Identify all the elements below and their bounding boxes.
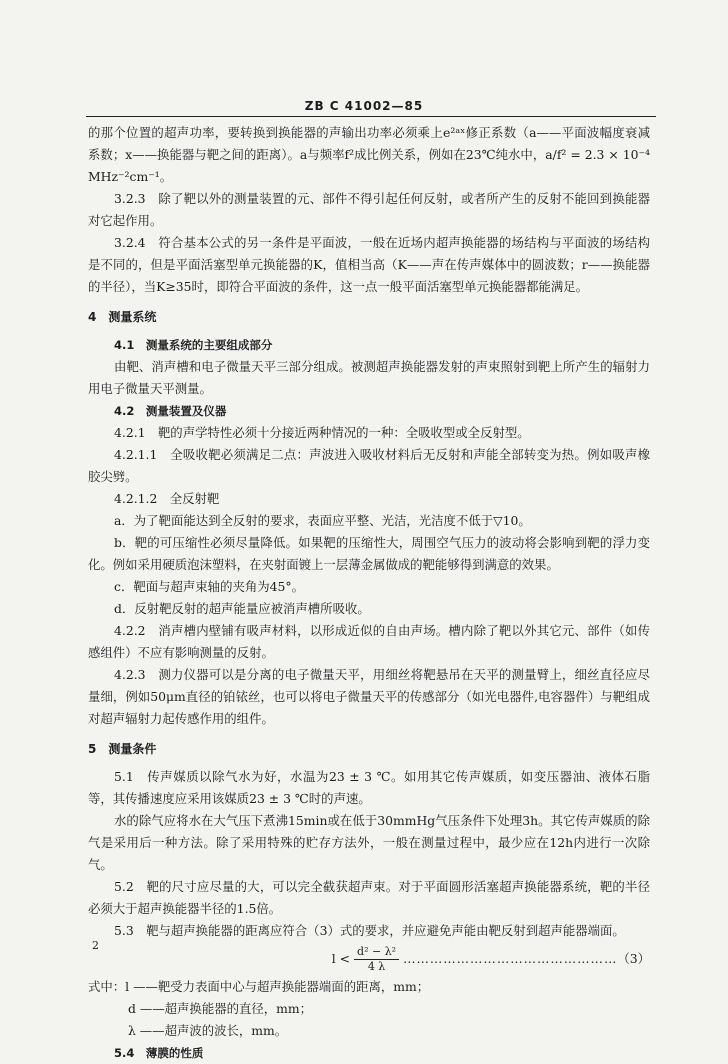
section-5-heading: 5 测量条件 — [88, 742, 157, 756]
clause-5-1-degassing: 水的除气应将水在大气压下煮沸15min或在低于30mmHg气压条件下处理3h。其它传声媒质的除气是采用后一种方法。除了采用特殊的贮存方法外，一般在测量过程中，最少应在12h内进行一次除气。 — [88, 813, 650, 872]
clause-4-2-1-1: 4.2.1.1 全吸收靶必须满足二点：声波进入吸收材料后无反射和声能全部转变为热。例如吸声橡胶尖劈。 — [88, 447, 650, 484]
formula-leader-dots: ………………………………………… — [403, 951, 618, 966]
page-number: 2 — [92, 939, 99, 952]
where-d: d ——超声换能器的直径，mm； — [128, 1001, 313, 1016]
where-l: 式中：l ——靶受力表面中心与超声换能器端面的距离，mm； — [88, 979, 430, 994]
clause-3-2-3: 3.2.3 除了靶以外的测量装置的元、部件不得引起任何反射，或者所产生的反射不能回到换能器对它起作用。 — [88, 191, 650, 228]
clause-5-3: 5.3 靶与超声换能器的距离应符合（3）式的要求，并应避免声能由靶反射到超声能器端面。 — [114, 923, 625, 938]
clause-5-2: 5.2 靶的尺寸应尽量的大，可以完全截获超声束。对于平面圆形活塞超声换能器系统，靶的半径必须大于超声换能器半径的1.5倍。 — [88, 879, 650, 916]
clause-3-2-4: 3.2.4 符合基本公式的另一条件是平面波，一般在近场内超声换能器的场结构与平面波的场结构是不同的，但是平面活塞型单元换能器的K，值相当高（K——声在传声媒体中的圆波数；r——换能器的半径），当K≥35时，即符合平面波的条件，这一点一般平面活塞型单元换能器都能满足。 — [88, 235, 650, 294]
clause-4-2-3: 4.2.3 测力仪器可以是分离的电子微量天平，用细丝将靶悬吊在天平的测量臂上，细丝直径应尽量细，例如50μm直径的铂铱丝，也可以将电子微量天平的传感部分（如光电器件,电容器件）与靶组成对超声辐射力起传感作用的组件。 — [88, 667, 650, 726]
clause-4-2-2: 4.2.2 消声槽内壁铺有吸声材料，以形成近似的自由声场。槽内除了靶以外其它元、部件（如传感组件）不应有影响测量的反射。 — [88, 623, 650, 660]
formula-3 — [88, 942, 650, 976]
list-item-c: c．靶面与超声束轴的夹角为45°。 — [114, 579, 304, 594]
clause-4-2-1: 4.2.1 靶的声学特性必须十分接近两种情况的一种：全吸收型或全反射型。 — [114, 425, 530, 440]
formula-label: （3） — [617, 951, 650, 966]
clause-4-2-1-2: 4.2.1.2 全反射靶 — [114, 491, 220, 506]
paragraph-continuation: 的那个位置的超声功率，要转换到换能器的声输出功率必须乘上e²ᵃˣ修正系数（a——平面波幅度衰减系数；x——换能器与靶之间的距离）。a与频率f²成比例关系，例如在23℃纯水中，a/f² = 2.3 × 10⁻⁴ MHz⁻²cm⁻¹。 — [88, 125, 650, 184]
formula-numerator: d² − λ² — [354, 945, 399, 960]
formula-lhs: l < — [331, 951, 351, 966]
formula-denominator: 4 λ — [367, 959, 386, 973]
list-item-b: b．靶的可压缩性必须尽量降低。如果靶的压缩性大，周围空气压力的波动将会影响到靶的浮力变化。例如采用硬质泡沫塑料，在夹射面镀上一层薄金属做成的靶能够得到满意的效果。 — [88, 535, 650, 572]
list-item-d: d．反射靶反射的超声能量应被消声槽所吸收。 — [114, 601, 370, 616]
clause-4-1-text: 由靶、消声槽和电子微量天平三部分组成。被测超声换能器发射的声束照射到靶上所产生的辐射力用电子微量天平测量。 — [88, 359, 650, 396]
section-4-heading: 4 测量系统 — [88, 310, 157, 324]
where-lambda: λ ——超声波的波长，mm。 — [128, 1023, 288, 1038]
formula-fraction — [354, 945, 399, 974]
clause-5-4-heading: 5.4 薄膜的性质 — [114, 1046, 204, 1060]
clause-4-1-heading: 4.1 测量系统的主要组成部分 — [114, 338, 273, 352]
document-body — [88, 122, 650, 1064]
clause-5-1: 5.1 传声媒质以除气水为好，水温为23 ± 3 ℃。如用其它传声媒质，如变压器油、液体石脂等，其传播速度应采用该媒质23 ± 3 ℃时的声速。 — [88, 769, 650, 806]
clause-4-2-heading: 4.2 测量装置及仪器 — [114, 404, 227, 418]
header-rule — [86, 116, 656, 117]
page-header: ZB C 41002—85 — [304, 99, 424, 113]
list-item-a: a．为了靶面能达到全反射的要求，表面应平整、光洁，光洁度不低于▽10。 — [114, 513, 531, 528]
